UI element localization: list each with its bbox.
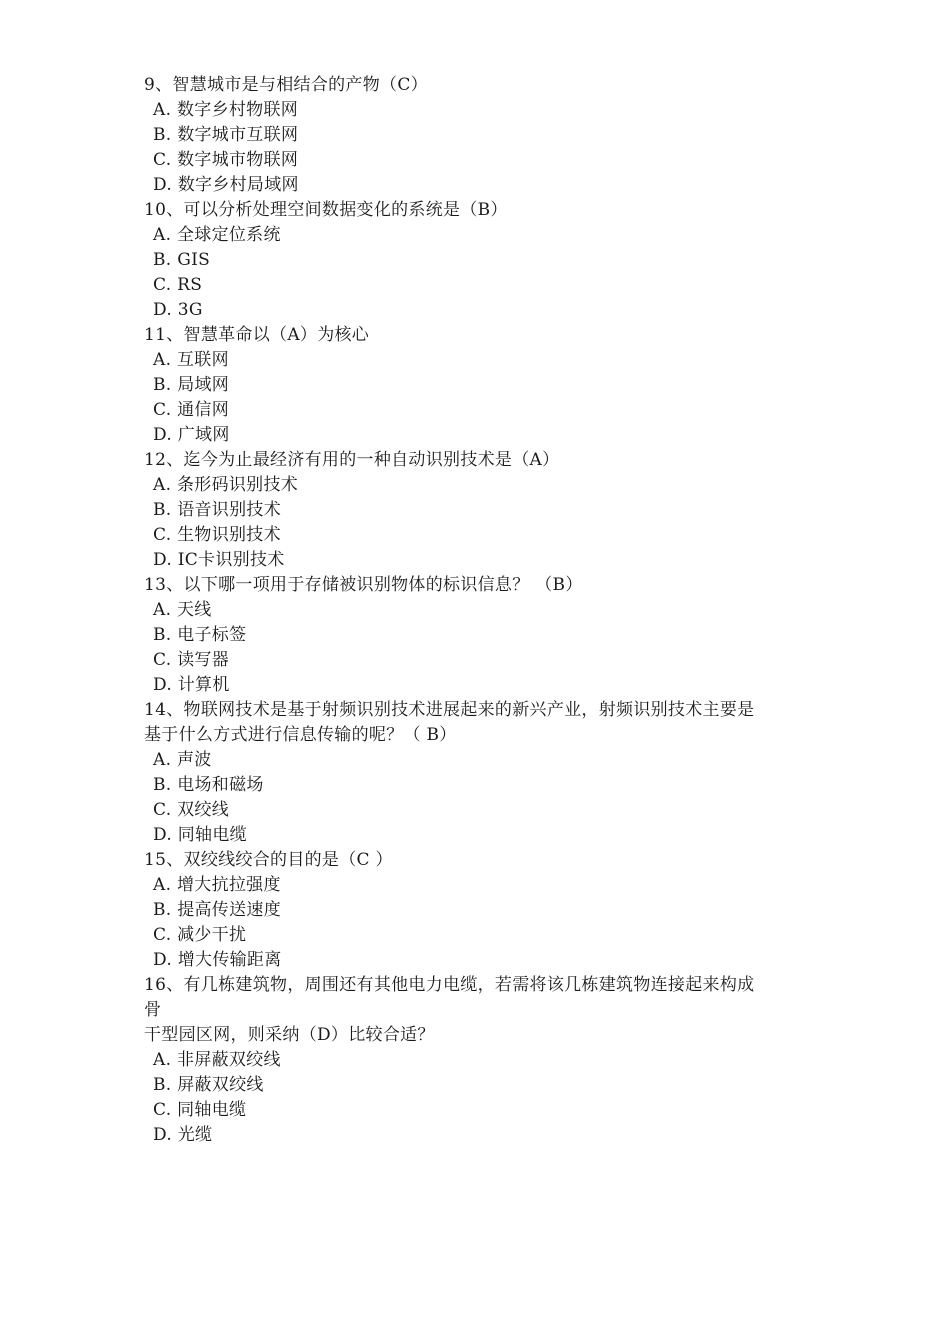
answer-option: B. 电子标签 xyxy=(153,625,247,645)
answer-option: B. GIS xyxy=(153,250,211,270)
answer-option: C. 双绞线 xyxy=(153,800,230,820)
answer-option: D. 3G xyxy=(153,300,203,320)
question-text-continuation: 骨 xyxy=(144,1000,162,1020)
question-text: 14、物联网技术是基于射频识别技术进展起来的新兴产业，射频识别技术主要是 xyxy=(144,700,755,720)
answer-option: D. 广域网 xyxy=(153,425,230,445)
answer-option: B. 语音识别技术 xyxy=(153,500,281,520)
question-block xyxy=(144,848,824,973)
answer-option: A. 增大抗拉强度 xyxy=(153,875,281,895)
question-block xyxy=(144,323,824,448)
question-block xyxy=(144,448,824,573)
answer-option: B. 屏蔽双绞线 xyxy=(153,1075,264,1095)
question-block xyxy=(144,698,824,848)
question-block xyxy=(144,198,824,323)
question-text-continuation: 干型园区网，则采纳（D）比较合适？ xyxy=(144,1025,435,1045)
answer-option: C. 同轴电缆 xyxy=(153,1100,247,1120)
question-text: 16、有几栋建筑物，周围还有其他电力电缆，若需将该几栋建筑物连接起来构成 xyxy=(144,975,755,995)
question-block xyxy=(144,973,824,1148)
answer-option: A. 全球定位系统 xyxy=(153,225,281,245)
question-text: 11、智慧革命以（A）为核心 xyxy=(144,325,370,345)
answer-option: B. 提高传送速度 xyxy=(153,900,281,920)
answer-option: A. 声波 xyxy=(153,750,212,770)
answer-option: A. 非屏蔽双绞线 xyxy=(153,1050,281,1070)
answer-option: C. 减少干扰 xyxy=(153,925,247,945)
question-text-continuation: 基于什么方式进行信息传输的呢？（ B） xyxy=(144,725,457,745)
answer-option: A. 互联网 xyxy=(153,350,229,370)
answer-option: C. 读写器 xyxy=(153,650,230,670)
question-text: 13、以下哪一项用于存储被识别物体的标识信息？ （B） xyxy=(144,575,583,595)
answer-option: A. 数字乡村物联网 xyxy=(153,100,299,120)
question-text: 12、迄今为止最经济有用的一种自动识别技术是（A） xyxy=(144,450,560,470)
answer-option: D. 光缆 xyxy=(153,1125,213,1145)
answer-option: B. 数字城市互联网 xyxy=(153,125,299,145)
answer-option: D. 同轴电缆 xyxy=(153,825,247,845)
answer-option: C. 通信网 xyxy=(153,400,230,420)
answer-option: C. 数字城市物联网 xyxy=(153,150,299,170)
answer-option: D. 增大传输距离 xyxy=(153,950,282,970)
question-block xyxy=(144,73,824,198)
answer-option: B. 局域网 xyxy=(153,375,230,395)
question-text: 15、双绞线绞合的目的是（C ） xyxy=(144,850,393,870)
question-text: 9、智慧城市是与相结合的产物（C） xyxy=(144,75,428,95)
question-text: 10、可以分析处理空间数据变化的系统是（B） xyxy=(144,200,508,220)
answer-option: A. 天线 xyxy=(153,600,212,620)
answer-option: A. 条形码识别技术 xyxy=(153,475,299,495)
answer-option: C. 生物识别技术 xyxy=(153,525,281,545)
quiz-content xyxy=(144,73,824,1148)
answer-option: D. 数字乡村局域网 xyxy=(153,175,299,195)
answer-option: D. 计算机 xyxy=(153,675,230,695)
answer-option: B. 电场和磁场 xyxy=(153,775,264,795)
answer-option: D. IC卡识别技术 xyxy=(153,550,285,570)
question-block xyxy=(144,573,824,698)
answer-option: C. RS xyxy=(153,275,203,295)
